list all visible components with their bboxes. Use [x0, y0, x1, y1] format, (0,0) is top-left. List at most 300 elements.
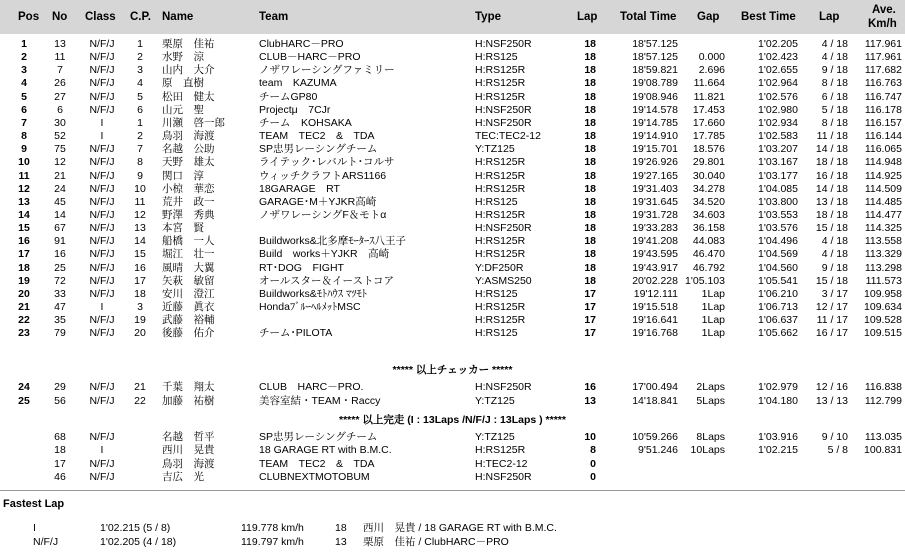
cell-name: 西川 晃貴	[162, 444, 215, 457]
header-pos: Pos	[18, 11, 40, 23]
cell-bl: 11 / 17	[816, 314, 848, 327]
cell-no: 35	[54, 314, 66, 327]
results-header	[0, 0, 905, 34]
cell-lap: 18	[584, 38, 596, 50]
header-best-time: Best Time	[741, 11, 796, 23]
completion-note: ***** 以上完走 (I : 13Laps /N/F/J : 13Laps ) *****	[339, 414, 566, 426]
cell-team: オールスター＆イーストコア	[259, 274, 395, 287]
header-kmh: Km/h	[868, 18, 897, 30]
cell-cp: 4	[137, 77, 143, 90]
cell-total: 19'31.728	[632, 208, 678, 221]
divider	[0, 490, 905, 491]
cell-cp: 2	[137, 51, 143, 64]
cell-no: 13	[54, 38, 66, 50]
cell-ave: 112.799	[864, 394, 902, 407]
cell-ave: 113.329	[864, 248, 902, 261]
cell-type: H:RS125	[475, 51, 518, 64]
cell-total: 17'00.494	[632, 381, 678, 393]
cell-best: 1'02.583	[758, 130, 798, 143]
cell-lap: 18	[584, 248, 596, 261]
cell-best: 1'02.576	[758, 90, 798, 103]
cell-name: 松田 健太	[162, 90, 215, 103]
table-row	[0, 432, 905, 443]
table-row	[0, 445, 905, 456]
cell-best: 1'06.210	[758, 287, 798, 300]
cell-best: 1'04.085	[758, 182, 798, 195]
cell-team: team KAZUMA	[259, 77, 337, 90]
cell-no: 45	[54, 195, 66, 208]
cell-bl: 6 / 18	[821, 90, 848, 103]
cell-ave: 114.925	[864, 169, 902, 182]
table-row	[0, 65, 905, 76]
cell-bl: 8 / 18	[821, 77, 848, 90]
cell-type: H:RS125R	[475, 208, 526, 221]
cell-total: 18'59.821	[632, 64, 678, 77]
cell-no: 25	[54, 261, 66, 274]
table-row	[0, 263, 905, 274]
cell-total: 19'14.785	[632, 116, 678, 129]
cell-team: Projectμ 7CJr	[259, 103, 331, 116]
cell-team: CLUB HARC－PRO.	[259, 381, 364, 393]
cell-ave: 109.634	[864, 301, 902, 313]
cell-total: 19'31.645	[632, 195, 678, 208]
cell-bl: 14 / 18	[815, 143, 848, 156]
cell-ave: 109.528	[864, 314, 902, 327]
cell-type: H:NSF250R	[475, 103, 532, 116]
cell-bl: 4 / 18	[821, 248, 848, 261]
cell-cls: N/F/J	[89, 90, 115, 103]
table-row	[0, 396, 905, 407]
cell-pos: 18	[18, 261, 30, 274]
cell-name: 後藤 佑介	[162, 327, 215, 340]
cell-cp: 13	[134, 222, 146, 235]
cell-pos: 22	[18, 314, 30, 327]
cell-ave: 117.961	[864, 51, 902, 64]
cell-team: ClubHARC－PRO	[259, 38, 344, 50]
cell-bl: 5 / 18	[821, 103, 848, 116]
cell-lap: 18	[584, 235, 596, 248]
cell-best: 1'06.637	[758, 314, 798, 327]
table-row	[0, 197, 905, 208]
cell-team: GARAGE･M＋YJKR高崎	[259, 195, 377, 208]
cell-pos: 12	[18, 182, 30, 195]
cell-ave: 116.838	[864, 381, 902, 393]
cell-total: 20'02.228	[632, 274, 678, 287]
cell-no: 56	[54, 394, 66, 407]
cell-pos: 24	[18, 381, 30, 393]
cell-no: 47	[54, 301, 66, 313]
cell-total: 19'41.208	[632, 235, 678, 248]
cell-no: 14	[54, 208, 66, 221]
table-row	[0, 39, 905, 50]
cell-gap: 46.470	[692, 248, 725, 261]
cell-bl: 9 / 18	[821, 261, 848, 274]
cell-team: ノザワレーシングファミリー	[259, 64, 395, 77]
cell-best: 1'03.800	[758, 195, 798, 208]
cell-type: Y:ASMS250	[475, 274, 532, 287]
fastest-cell-time: 1'02.215 (5 / 8)	[100, 522, 171, 534]
cell-bl: 18 / 18	[815, 156, 848, 169]
cell-best: 1'02.934	[758, 116, 798, 129]
cell-ave: 113.035	[864, 431, 902, 443]
header-ave: Ave.	[872, 4, 896, 16]
cell-name: 風晴 大翼	[162, 261, 215, 274]
cell-team: TEAM TEC2 & TDA	[259, 130, 375, 143]
cell-ave: 116.144	[864, 130, 902, 143]
cell-team: Build works＋YJKR 高崎	[259, 248, 390, 261]
cell-bl: 4 / 18	[821, 38, 848, 50]
cell-pos: 11	[18, 169, 30, 182]
cell-team: ノザワレーシングF＆モトα	[259, 208, 387, 221]
cell-type: TEC:TEC2-12	[475, 130, 541, 143]
cell-best: 1'03.167	[758, 156, 798, 169]
cell-lap: 18	[584, 64, 596, 77]
cell-team: チームGP80	[259, 90, 318, 103]
cell-cp: 22	[134, 394, 146, 407]
cell-gap: 1Lap	[701, 327, 725, 340]
cell-lap: 18	[584, 156, 596, 169]
cell-no: 11	[54, 51, 66, 64]
cell-cp: 15	[134, 248, 146, 261]
cell-pos: 5	[21, 90, 27, 103]
cell-team: HondaﾌﾞﾙｰﾍﾙﾒｯﾄMSC	[259, 301, 361, 313]
cell-cls: N/F/J	[89, 156, 115, 169]
cell-pos: 10	[18, 156, 30, 169]
cell-gap: 10Laps	[690, 444, 725, 457]
cell-total: 19'08.946	[632, 90, 678, 103]
fastest-cell-speed: 119.797 km/h	[241, 536, 304, 548]
cell-name: 安川 澄江	[162, 287, 215, 300]
cell-lap: 17	[584, 327, 596, 340]
fastest-cell-speed: 119.778 km/h	[241, 522, 304, 534]
fastest-cell-cls: N/F/J	[33, 536, 59, 548]
cell-gap: 29.801	[692, 156, 725, 169]
table-row	[0, 78, 905, 89]
table-row	[0, 382, 905, 393]
cell-name: 吉広 光	[162, 471, 204, 484]
cell-cp: 6	[137, 103, 143, 116]
cell-bl: 4 / 18	[821, 51, 848, 64]
cell-gap: 46.792	[692, 261, 725, 274]
cell-cls: N/F/J	[89, 208, 115, 221]
header-cp: C.P.	[130, 11, 151, 23]
cell-best: 1'02.964	[758, 77, 798, 90]
cell-gap: 1Lap	[701, 287, 725, 300]
cell-bl: 5 / 8	[827, 444, 848, 457]
table-row	[0, 52, 905, 63]
cell-best: 1'02.980	[758, 103, 798, 116]
cell-team: ライテック･レバルト･コルサ	[259, 156, 395, 169]
cell-cls: N/F/J	[89, 51, 115, 64]
cell-cls: N/F/J	[89, 394, 115, 407]
cell-cp: 3	[137, 301, 143, 313]
cell-ave: 113.558	[864, 235, 902, 248]
cell-team: チーム･PILOTA	[259, 327, 333, 340]
cell-lap: 17	[584, 287, 596, 300]
cell-type: H:TEC2-12	[475, 457, 528, 470]
cell-best: 1'03.576	[758, 222, 798, 235]
table-row	[0, 315, 905, 326]
cell-total: 19'15.701	[632, 143, 678, 156]
cell-type: H:RS125R	[475, 444, 526, 457]
cell-total: 19'31.403	[632, 182, 678, 195]
cell-bl: 8 / 18	[821, 116, 848, 129]
table-row	[0, 223, 905, 234]
cell-type: H:RS125R	[475, 248, 526, 261]
cell-total: 19'26.926	[632, 156, 678, 169]
cell-team: CLUBNEXTMOTOBUM	[259, 471, 370, 484]
table-row	[0, 171, 905, 182]
cell-cp: 11	[134, 195, 146, 208]
cell-pos: 15	[18, 222, 30, 235]
cell-no: 6	[57, 103, 63, 116]
cell-no: 17	[54, 457, 66, 470]
cell-bl: 13 / 13	[815, 394, 848, 407]
cell-ave: 116.178	[864, 103, 902, 116]
cell-cls: N/F/J	[89, 314, 115, 327]
cell-lap: 18	[584, 195, 596, 208]
cell-cp: 18	[134, 287, 146, 300]
header-type: Type	[475, 11, 501, 23]
cell-pos: 3	[21, 64, 27, 77]
cell-pos: 20	[18, 287, 30, 300]
cell-bl: 3 / 17	[821, 287, 848, 300]
cell-cls: N/F/J	[89, 38, 115, 50]
cell-type: H:RS125R	[475, 156, 526, 169]
cell-ave: 116.763	[864, 77, 902, 90]
cell-name: 名越 公助	[162, 143, 215, 156]
cell-lap: 18	[584, 130, 596, 143]
cell-type: H:NSF250R	[475, 471, 532, 484]
cell-cp: 21	[134, 381, 146, 393]
cell-team: SP忠男レーシングチーム	[259, 143, 378, 156]
cell-lap: 18	[584, 77, 596, 90]
cell-type: H:RS125R	[475, 169, 526, 182]
cell-type: H:NSF250R	[475, 38, 532, 50]
cell-ave: 114.477	[864, 208, 902, 221]
cell-ave: 111.573	[865, 274, 902, 287]
cell-best: 1'03.177	[758, 169, 798, 182]
fastest-cell-who: 栗原 佳祐 / ClubHARC－PRO	[363, 536, 509, 548]
cell-cls: I	[100, 116, 104, 129]
cell-cls: N/F/J	[89, 327, 115, 340]
cell-pos: 19	[18, 274, 30, 287]
cell-name: 関口 淳	[162, 169, 204, 182]
cell-team: 18GARAGE RT	[259, 182, 340, 195]
cell-cls: N/F/J	[89, 103, 115, 116]
cell-gap: 1'05.103	[685, 274, 725, 287]
fastest-cell-time: 1'02.205 (4 / 18)	[100, 536, 177, 548]
cell-name: 鳥羽 海渡	[162, 457, 215, 470]
cell-gap: 0.000	[698, 51, 725, 64]
cell-pos: 4	[21, 77, 27, 90]
cell-total: 18'57.125	[632, 38, 678, 50]
cell-type: H:NSF250R	[475, 381, 532, 393]
cell-best: 1'04.180	[758, 394, 798, 407]
cell-best: 1'03.553	[758, 208, 798, 221]
cell-lap: 8	[590, 444, 596, 457]
header-team: Team	[259, 11, 289, 23]
cell-cls: I	[100, 130, 104, 143]
cell-cp: 8	[137, 156, 143, 169]
cell-best: 1'03.916	[758, 431, 798, 443]
cell-best: 1'03.207	[758, 143, 798, 156]
cell-pos: 13	[18, 195, 30, 208]
cell-name: 栗原 佳祐	[162, 38, 215, 50]
table-row	[0, 131, 905, 142]
cell-best: 1'04.496	[758, 235, 798, 248]
cell-gap: 8Laps	[696, 431, 725, 443]
cell-gap: 5Laps	[696, 394, 725, 407]
cell-name: 山内 大介	[162, 64, 215, 77]
cell-ave: 113.298	[864, 261, 902, 274]
table-row	[0, 459, 905, 470]
cell-best: 1'02.205	[758, 38, 798, 50]
cell-total: 19'08.789	[632, 77, 678, 90]
cell-name: 名越 哲平	[162, 431, 215, 443]
cell-cp: 14	[134, 235, 146, 248]
cell-total: 14'18.841	[632, 394, 678, 407]
cell-lap: 13	[584, 394, 596, 407]
cell-team: ウィッチクラフトARS1166	[259, 169, 387, 182]
cell-lap: 10	[584, 431, 596, 443]
cell-bl: 11 / 18	[816, 130, 848, 143]
table-row	[0, 276, 905, 287]
cell-name: 鳥羽 海渡	[162, 130, 215, 143]
cell-best: 1'05.662	[758, 327, 798, 340]
cell-best: 1'02.655	[758, 64, 798, 77]
cell-name: 天野 雄太	[162, 156, 215, 169]
cell-lap: 18	[584, 103, 596, 116]
cell-pos: 6	[21, 103, 27, 116]
cell-no: 30	[54, 116, 66, 129]
cell-lap: 18	[584, 116, 596, 129]
cell-pos: 8	[21, 130, 27, 143]
fastest-cell-no: 13	[335, 536, 347, 548]
table-row	[0, 472, 905, 483]
cell-type: Y:DF250R	[475, 261, 524, 274]
cell-ave: 109.958	[864, 287, 902, 300]
cell-pos: 7	[21, 116, 27, 129]
cell-lap: 18	[584, 261, 596, 274]
cell-cls: I	[100, 444, 104, 457]
cell-total: 19'14.578	[632, 103, 678, 116]
header-no: No	[52, 11, 68, 23]
cell-gap: 34.603	[692, 208, 725, 221]
header-lap: Lap	[577, 11, 598, 23]
cell-bl: 18 / 18	[815, 208, 848, 221]
cell-cls: N/F/J	[89, 195, 115, 208]
cell-bl: 16 / 17	[815, 327, 848, 340]
cell-gap: 17.453	[692, 103, 725, 116]
cell-best: 1'02.423	[758, 51, 798, 64]
cell-gap: 1Lap	[701, 314, 725, 327]
cell-type: H:RS125R	[475, 235, 526, 248]
cell-type: H:RS125R	[475, 64, 526, 77]
table-row	[0, 184, 905, 195]
table-row	[0, 118, 905, 129]
table-row	[0, 144, 905, 155]
cell-lap: 0	[590, 471, 596, 484]
cell-cp: 9	[137, 169, 143, 182]
checker-note: ***** 以上チェッカー *****	[392, 364, 513, 376]
cell-gap: 11.821	[693, 90, 725, 103]
table-row	[0, 105, 905, 116]
cell-type: H:RS125R	[475, 314, 526, 327]
cell-team: 美容室結・TEAM・Raccy	[259, 394, 381, 407]
cell-pos: 1	[21, 38, 27, 50]
cell-team: CLUB－HARC－PRO	[259, 51, 361, 64]
cell-total: 19'15.518	[632, 301, 678, 313]
cell-bl: 14 / 18	[815, 182, 848, 195]
cell-ave: 114.948	[864, 156, 902, 169]
cell-bl: 4 / 18	[821, 235, 848, 248]
cell-no: 29	[54, 381, 66, 393]
cell-best: 1'04.560	[758, 261, 798, 274]
cell-no: 27	[54, 90, 66, 103]
cell-best: 1'04.569	[758, 248, 798, 261]
cell-best: 1'05.541	[758, 274, 798, 287]
cell-total: 19'16.768	[632, 327, 678, 340]
cell-ave: 117.682	[864, 64, 902, 77]
cell-gap: 17.660	[692, 116, 725, 129]
cell-cls: N/F/J	[89, 457, 115, 470]
cell-team: TEAM TEC2 & TDA	[259, 457, 375, 470]
cell-name: 船橋 一人	[162, 235, 215, 248]
cell-ave: 114.325	[864, 222, 902, 235]
cell-gap: 11.664	[693, 77, 725, 90]
cell-gap: 2.696	[698, 64, 725, 77]
cell-total: 18'57.125	[632, 51, 678, 64]
cell-cp: 12	[134, 208, 146, 221]
cell-no: 12	[54, 156, 66, 169]
cell-ave: 100.831	[864, 444, 902, 457]
header-total-time: Total Time	[620, 11, 677, 23]
cell-cp: 17	[134, 274, 146, 287]
cell-no: 68	[54, 431, 66, 443]
fastest-lap-row	[0, 522, 905, 535]
cell-name: 野澤 秀典	[162, 208, 215, 221]
cell-name: 本宮 賢	[162, 222, 204, 235]
cell-name: 堀江 壮一	[162, 248, 215, 261]
cell-gap: 18.576	[692, 143, 725, 156]
table-row	[0, 157, 905, 168]
cell-team: Buildworks&北多摩ﾓｰﾀｰｽ八王子	[259, 235, 407, 248]
cell-ave: 116.157	[864, 116, 902, 129]
cell-pos: 23	[18, 327, 30, 340]
cell-bl: 13 / 18	[815, 195, 848, 208]
cell-cls: N/F/J	[89, 287, 115, 300]
cell-no: 18	[54, 444, 66, 457]
cell-cls: N/F/J	[89, 261, 115, 274]
cell-team: 18 GARAGE RT with B.M.C.	[259, 444, 392, 457]
cell-gap: 44.083	[692, 235, 725, 248]
cell-cp: 16	[134, 261, 146, 274]
cell-gap: 2Laps	[696, 381, 725, 393]
cell-total: 9'51.246	[638, 444, 678, 457]
cell-lap: 18	[584, 222, 596, 235]
cell-bl: 9 / 10	[821, 431, 848, 443]
cell-type: H:RS125R	[475, 182, 526, 195]
cell-cls: N/F/J	[89, 471, 115, 484]
table-row	[0, 236, 905, 247]
cell-bl: 9 / 18	[821, 64, 848, 77]
cell-total: 19'16.641	[632, 314, 678, 327]
cell-cp: 5	[137, 90, 143, 103]
header-best-lap: Lap	[819, 11, 840, 23]
table-row	[0, 249, 905, 260]
cell-type: H:NSF250R	[475, 222, 532, 235]
